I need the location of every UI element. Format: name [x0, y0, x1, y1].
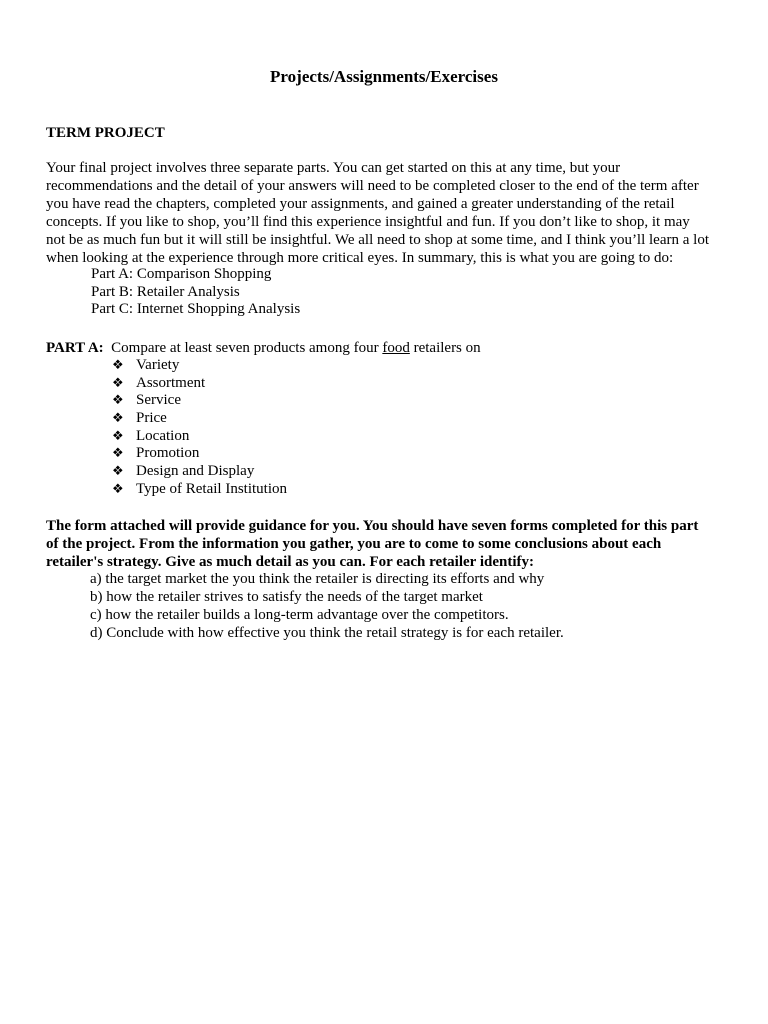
part-item: Part A: Comparison Shopping — [91, 266, 272, 282]
page-title: Projects/Assignments/Exercises — [270, 67, 498, 86]
list-item — [112, 356, 287, 374]
intro-line: when looking at the experience through more critical eyes. In summary, this is what you are going to do: — [46, 250, 674, 266]
parts-list — [91, 266, 300, 319]
form-guidance-paragraph — [46, 517, 736, 571]
criterion-label: Design and Display — [136, 463, 255, 480]
diamond-bullet-icon: ❖ — [112, 463, 124, 479]
part-a-text-before: Compare at least seven products among four — [111, 340, 383, 356]
guidance-line: retailer's strategy. Give as much detail as you can. For each retailer identify: — [46, 554, 534, 570]
diamond-bullet-icon: ❖ — [112, 427, 124, 443]
intro-paragraph — [46, 159, 726, 267]
identify-item: c) how the retailer builds a long-term advantage over the competitors. — [90, 607, 509, 623]
diamond-bullet-icon: ❖ — [112, 374, 124, 390]
criterion-label: Variety — [136, 357, 180, 373]
diamond-bullet-icon: ❖ — [112, 357, 124, 372]
intro-line: not be as much fun but it will still be insightful. We all need to shop at some time, and I think you’ll learn a lot — [46, 232, 709, 248]
diamond-bullet-icon: ❖ — [112, 445, 124, 461]
criteria-list — [112, 356, 287, 498]
identify-item: b) how the retailer strives to satisfy the needs of the target market — [90, 589, 483, 605]
guidance-line: of the project. From the information you gather, you are to come to some conclusions about each — [46, 536, 662, 552]
list-item — [112, 427, 287, 445]
diamond-bullet-icon: ❖ — [112, 410, 124, 426]
identify-item: a) the target market the you think the retailer is directing its efforts and why — [90, 571, 545, 587]
section-heading: TERM PROJECT — [46, 125, 165, 141]
list-item — [112, 444, 287, 462]
criterion-label: Service — [136, 392, 181, 409]
intro-line: concepts. If you like to shop, you’ll find this experience insightful and fun. If you don’t like to shop, it may — [46, 214, 690, 230]
identify-item: d) Conclude with how effective you think the retail strategy is for each retailer. — [90, 625, 564, 641]
list-item — [112, 480, 287, 498]
diamond-bullet-icon: ❖ — [112, 392, 124, 408]
part-item: Part C: Internet Shopping Analysis — [91, 301, 301, 317]
part-a-text-after: retailers on — [409, 340, 481, 356]
part-a-underlined-word: food — [382, 340, 410, 356]
part-a-label: PART A: — [46, 340, 104, 356]
identify-list — [90, 570, 564, 642]
criterion-label: Promotion — [136, 445, 200, 462]
list-item — [112, 462, 287, 480]
part-a-intro — [46, 339, 481, 357]
criterion-label: Assortment — [136, 374, 206, 391]
intro-line: you have read the chapters, completed your assignments, and gained a greater understanding of the retail — [46, 196, 675, 212]
list-item — [112, 374, 287, 392]
part-item: Part B: Retailer Analysis — [91, 283, 240, 300]
guidance-line: The form attached will provide guidance for you. You should have seven forms completed for this part — [46, 518, 699, 534]
diamond-bullet-icon: ❖ — [112, 480, 124, 496]
list-item — [112, 409, 287, 427]
intro-line: Your final project involves three separate parts. You can get started on this at any time, but your — [46, 160, 621, 176]
criterion-label: Price — [136, 410, 167, 427]
intro-line: recommendations and the detail of your answers will need to be completed closer to the end of the term after — [46, 178, 699, 194]
criterion-label: Location — [136, 427, 190, 444]
list-item — [112, 391, 287, 409]
criterion-label: Type of Retail Institution — [136, 480, 288, 497]
